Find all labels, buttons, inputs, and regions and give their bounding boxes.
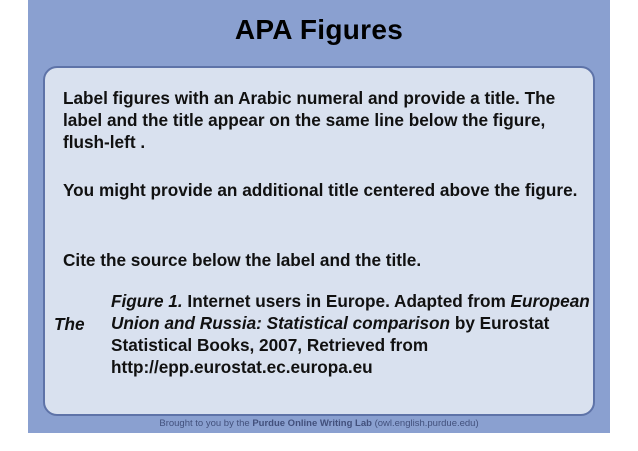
figure-label: Figure 1. bbox=[111, 291, 183, 311]
paragraph-label-figures: Label figures with an Arabic numeral and provide a title. The label and the title appear on the same line below the figure, flush-left . bbox=[63, 88, 556, 152]
slide bbox=[28, 0, 610, 433]
footer-lab-name: Purdue Online Writing Lab bbox=[252, 418, 372, 429]
slide-title: APA Figures bbox=[234, 14, 404, 45]
source-citation: by Eurostat Statistical Books, 2007, Retrieved from http://epp.eurostat.ec.europa.eu bbox=[111, 313, 550, 377]
content-panel bbox=[43, 66, 595, 416]
figure-caption-example bbox=[111, 290, 597, 378]
footer-prefix: Brought to you by the bbox=[159, 418, 253, 429]
side-word: The bbox=[54, 314, 85, 334]
footer bbox=[28, 418, 610, 429]
source-title: European Union and Russia: Statistical comparison bbox=[111, 291, 590, 333]
footer-suffix: (owl.english.purdue.edu) bbox=[371, 418, 479, 429]
paragraph-cite-source: Cite the source below the label and the title. bbox=[63, 250, 422, 270]
paragraph-additional-title: You might provide an additional title centered above the figure. bbox=[63, 180, 578, 200]
figure-caption: Internet users in Europe. Adapted from bbox=[182, 291, 511, 311]
